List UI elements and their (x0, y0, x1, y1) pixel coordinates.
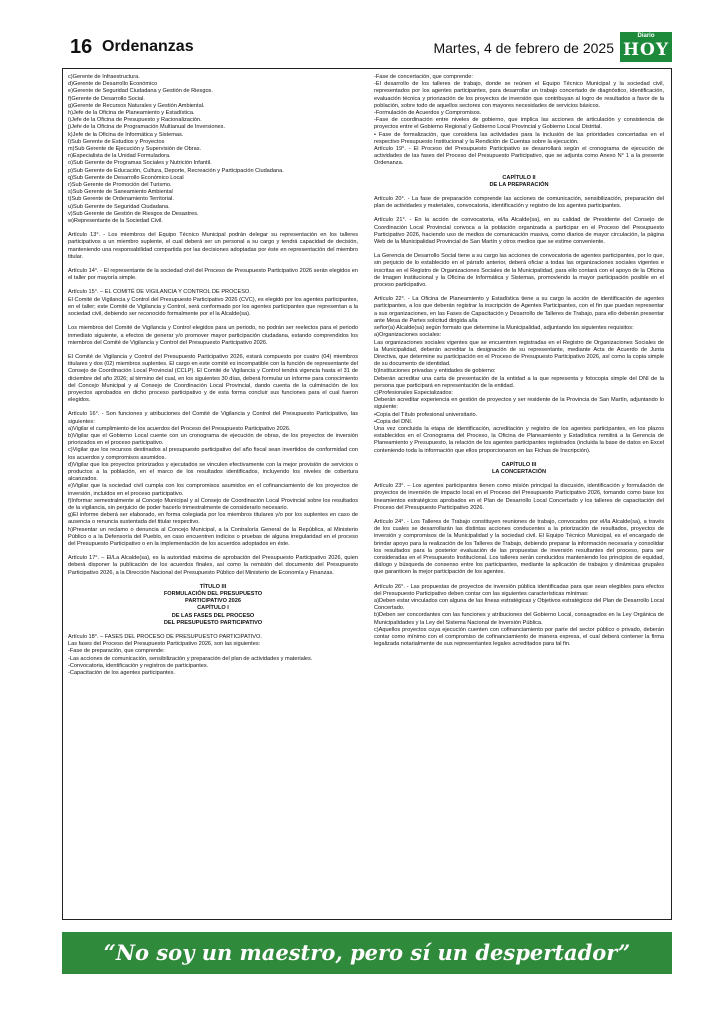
text-paragraph: k)Jefe de la Oficina de Informática y Sistemas. (68, 131, 184, 138)
text-paragraph: •Copia del DNI. (374, 418, 413, 425)
text-paragraph: m)Sub Gerente de Ejecución y Supervisión de Obras. (68, 146, 202, 153)
page-header (62, 33, 672, 60)
text-paragraph: Las organizaciones sociales vigentes que se encuentren registradas en el Registro de Organizaciones Sociales de la Municipalidad, deberán acreditar la designación de su representante, mediante Acta de Acuerdo de Junta Directiva, que determine su participación en el Proceso de Presupuesto Participativo 2026, así como la copia simple de su documento de identidad. (374, 339, 664, 368)
text-paragraph: Artículo 26°. - Las propuestas de proyectos de inversión pública identificadas para que sean elegibles para efectos del Presupuesto Participativo deben contar con las siguientes características mínimas: (374, 583, 664, 597)
text-paragraph: q)Sub Gerente de Desarrollo Económico Local (68, 174, 184, 181)
left-column (68, 74, 358, 677)
text-paragraph: r)Sub Gerente de Promoción del Turismo. (68, 182, 172, 189)
text-paragraph: -Capacitación de los agentes participantes. (68, 670, 175, 677)
text-paragraph: -Fase de preparación, que comprende: (68, 648, 165, 655)
text-paragraph: Artículo 18°. – FASES DEL PROCESO DE PRESUPUESTO PARTICIPATIVO. (68, 634, 262, 641)
text-paragraph: Los miembros del Comité de Vigilancia y Control elegidos para un periodo, no podrán ser reelectos para el periodo inmediato siguiente, a efectos de generar y/o promover mayor participación ciudadana, estando comprendidos los miembros del Comité de Vigilancia y Control del Presupuesto Participativo 2026. (68, 325, 358, 346)
text-paragraph: Artículo 23°. – Los agentes participantes tienen como misión principal la discusión, identificación y formulación de proyectos de inversión de impacto local en el Proceso del Presupuesto Participativo 2026, tomando como base los lineamientos estratégicos aprobados en el Plan de Desarrollo Local Concertado y los talleres de capacitación del Proceso del Presupuesto Participativo 2026. (374, 483, 664, 511)
text-paragraph: g)El informe deberá ser elaborado, en forma colegiada por los miembros titulares y/o por los suplentes en caso de ausencia o renuncia sustentada del titular respectivo. (68, 512, 358, 526)
text-paragraph: v)Sub Gerente de Gestión de Riesgos de Desastres. (68, 210, 199, 217)
text-paragraph: p)Sub Gerente de Educación, Cultura, Deporte, Recreación y Participación Ciudadana. (68, 167, 284, 174)
text-paragraph: Artículo 14°. - El representante de la sociedad civil del Proceso de Presupuesto Participativo 2026 serán elegidos en el taller por mayoría simple. (68, 268, 358, 282)
text-paragraph: Artículo 20°. - La fase de preparación comprende las acciones de comunicación, sensibilización, preparación del plan de actividades y materiales, convocatoria, identificación y registro de los agentes participantes. (374, 196, 664, 210)
quote-banner (62, 932, 672, 974)
text-paragraph: Artículo 19°. - El Proceso del Presupuesto Participativo se desarrollará según el cronograma de ejecución de actividades de las fases del Proceso del Presupuesto Participativo, que se adjunta como Anexo N° 1 a la presente Ordenanza. (374, 146, 664, 167)
text-paragraph: Las fases del Proceso del Presupuesto Participativo 2026, son las siguientes: (68, 641, 261, 648)
text-paragraph: h)Presentar un reclamo o denuncia al Concejo Municipal, a la Contraloría General de la República, al Ministerio Público o a la Defensoría del Pueblo, en caso encuentren indicios o pruebas de alguna irregularidad en el proceso del Presupuesto Participativo o en la implementación de los acuerdos adoptados en éste. (68, 526, 358, 547)
text-paragraph: El Comité de Vigilancia y Control del Presupuesto Participativo 2026, estará compuesto por cuatro (04) miembros titulares y dos (02) miembros suplentes. El cargo en este comité es incompatible con la función de representante del Consejo de Coordinación Local Provincial (CCLP). El Comité de Vigilancia y Control tendrá vigencia hasta el 31 de diciembre del año 2026; al término del cual, en los siguientes 30 días, deberá formular un informe para conocimiento del Concejo Municipal y al Consejo de Coordinación Local Provincial, dando cuenta de la culminación de los proyectos aprobados en dicho proceso participativo y de esta forma concluir sus funciones para el cual fueron elegidos. (68, 353, 358, 404)
newspaper-logo (620, 32, 672, 62)
right-column (374, 74, 664, 648)
section-title: Ordenanzas (102, 38, 194, 55)
logo-top-text: Diario (637, 33, 655, 39)
text-paragraph: a)Vigilar el cumplimiento de los acuerdos del Proceso del Presupuesto Participativo 2026. (68, 425, 291, 432)
text-paragraph: a)Organizaciones sociales: (374, 332, 442, 339)
text-paragraph: -Fase de concertación, que comprende: (374, 74, 473, 80)
text-paragraph: señor(a) Alcalde(sa) según formato que determine la Municipalidad, adjuntando los siguientes requisitos: (374, 325, 634, 332)
text-paragraph: u)Sub Gerente de Seguridad Ciudadana. (68, 203, 170, 210)
text-paragraph: Deberán acreditar experiencia en gestión de proyectos y ser residente de la Provincia de San Martín, adjuntando lo siguiente: (374, 397, 664, 411)
text-paragraph: d)Gerente de Desarrollo Económico (68, 81, 158, 88)
text-paragraph: TÍTULO III (199, 583, 227, 590)
text-paragraph: DE LA PREPARACIÓN (489, 181, 549, 188)
text-paragraph: •Copia del Título profesional universitario. (374, 411, 478, 418)
text-paragraph: d)Vigilar que los proyectos priorizados y ejecutados se vinculen efectivamente con la mejor provisión de servicios o productos a la población, en el marco de los resultados identificados, incluyendo los niveles de cobertura alcanzados. (68, 461, 358, 483)
text-paragraph: a)Deben estar vinculados con alguna de las líneas estratégicas y Objetivos estratégicos del Plan de Desarrollo Local Concertado. (374, 598, 664, 612)
text-paragraph: El Comité de Vigilancia y Control del Presupuesto Participativo 2026 (CVC), es elegido por los agentes participantes, en el taller; este Comité de Vigilancia y Control, será conformado por los agentes participantes que representan a la sociedad civil, debiendo ser reconocido formalmente por el la Alcalde(sa). (68, 296, 358, 318)
text-paragraph: e)Gerente de Seguridad Ciudadana y Gestión de Riesgos. (68, 88, 213, 95)
text-paragraph: DEL PRESUPUESTO PARTICIPATIVO (163, 619, 263, 626)
text-paragraph: o)Sub Gerente de Programas Sociales y Nutrición Infantil. (68, 160, 212, 167)
text-paragraph: e)Vigilar que la sociedad civil cumpla con los compromisos asumidos en el cofinanciamiento de los proyectos de inversión, incluidos en el proceso participativo. (68, 483, 358, 497)
text-paragraph: b)Vigilar que el Gobierno Local cuente con un cronograma de ejecución de obras, de los proyectos de inversión priorizados en el proceso participativo. (68, 432, 358, 447)
text-paragraph: g)Gerente de Recursos Naturales y Gestión Ambiental. (68, 102, 205, 109)
text-paragraph: -Formulación de Acuerdos y Compromisos. (374, 110, 482, 117)
text-paragraph: Artículo 24°. - Los Talleres de Trabajo constituyen reuniones de trabajo, convocados por el/la Alcalde(sa), a través de los cuales se desarrollarán las distintas acciones conducentes a la priorización de resultados, proyectos de inversión y compromisos de la Municipalidad y la sociedad civil. El Equipo Técnico Municipal, es el encargado de brindar apoyo para la realización de los Talleres de Trabajo, debiendo preparar la información necesaria y consolidar los resultados para la posterior evaluación de las propuestas de inversión resultantes del proceso, para ser consideradas en el Presupuesto Institucional. Los talleres serán conducidos manteniendo los principios de equidad, diálogo y búsqueda de consenso entre los participantes, mediante la aplicación de trabajos y dinámicas grupales que garanticen la mejor participación de los agentes. (374, 518, 664, 576)
banner-quote: “No soy un maestro, pero sí un despertador” (103, 940, 631, 965)
text-paragraph: s)Sub Gerente de Saneamiento Ambiental (68, 189, 173, 196)
text-paragraph: Artículo 13°. - Los miembros del Equipo Técnico Municipal podrán delegar su representación en los talleres participativos a un miembro suplente, el cual deberá ser un personal a su cargo y tendrá capacidad de decisión, manteniendo una responsabilidad compartida por las decisiones adoptadas por éste en representación del miembro titular. (68, 232, 358, 260)
text-paragraph: b)Instituciones privadas y entidades de gobierno: (374, 368, 496, 375)
text-paragraph: CAPÍTULO II (502, 174, 536, 181)
text-paragraph: j)Jefe de la Oficina de Programación Multianual de Inversiones. (68, 124, 226, 131)
text-paragraph: w)Representante de la Sociedad Civil. (68, 218, 163, 225)
text-paragraph: t)Sub Gerente de Ordenamiento Territorial. (68, 196, 174, 203)
text-paragraph: LA CONCERTACIÓN (491, 468, 547, 475)
text-paragraph: CAPÍTULO I (197, 605, 229, 612)
text-paragraph: i)Jefe de la Oficina de Presupuesto y Racionalización. (68, 117, 202, 124)
text-paragraph: l)Sub Gerente de Estudios y Proyectos (68, 138, 165, 145)
logo-main-text: HOY (622, 40, 669, 60)
text-paragraph: La Gerencia de Desarrollo Social tiene a su cargo las acciones de convocatoria de agentes participantes, por lo que, sin perjuicio de lo establecido en el párrafo anterior, deberá oficiar a todas las organizaciones sociales vigentes e inscritas en el Registro de Organizaciones Sociales de la Municipalidad, para ello contará con el apoyo de la Oficina de Imagen Institucional y la Oficina de Informática y Sistemas, promoviendo la mayor participación posible en el proceso participativo. (374, 253, 664, 289)
text-paragraph: Una vez concluida la etapa de identificación, acreditación y registro de los agentes participantes, en los plazos establecidos en el Cronograma del Proceso, la Oficina de Planeamiento y Estadística remitirá a la Gerencia de Planeamiento y Presupuesto, la relación de los agentes participantes registrados (incluida la base de datos en Excel conteniendo toda la información que ellos proporcionaron en las Fichas de Inscripción). (374, 425, 664, 454)
text-paragraph: Artículo 15°. – EL COMITÉ DE VIGILANCIA Y CONTROL DE PROCESO. (68, 289, 251, 296)
text-paragraph: Artículo 22°. - La Oficina de Planeamiento y Estadística tiene a su cargo la acción de identificación de agentes participantes, a los que deberán registrar la inscripción de Agentes Participantes, con el fin que puedan representar a sus organizaciones, en las Fases de Capacitación y Desarrollo de Talleres de Trabajo, para ello deberán presentar ante Mesa de Partes solicitud dirigida a/la (374, 296, 664, 324)
issue-date: Martes, 4 de febrero de 2025 (433, 40, 614, 56)
text-paragraph: Artículo 17°. – El/La Alcalde(sa), es la autoridad máxima de aprobación del Presupuesto Participativo 2026, quien deberá disponer la publicación de los acuerdos finales, así como la remisión del documento del Presupuesto Participativo 2026, a la Dirección Nacional del Presupuesto Público del Ministerio de Economía y Finanzas. (68, 555, 358, 576)
text-paragraph: b)Deben ser concordantes con las funciones y atribuciones del Gobierno Local, consagrados en la Ley Orgánica de Municipalidades y la Ley del Sistema Nacional de Inversión Pública. (374, 612, 664, 626)
text-paragraph: PARTICIPATIVO 2026 (185, 598, 241, 605)
text-paragraph: f)Gerente de Desarrollo Social. (68, 95, 145, 102)
text-paragraph: h)Jefe de la Oficina de Planeamiento y Estadística. (68, 110, 195, 117)
text-paragraph: DE LAS FASES DEL PROCESO (171, 612, 255, 619)
text-paragraph: Artículo 21°. - En la acción de convocatoria, el/la Alcalde(sa), en su calidad de Presidente del Consejo de Coordinación Local Provincial convoca a la población organizada a participar en el Proceso del Presupuesto Participativo 2026, haciendo uso de medios de comunicación masiva, como diarios de mayor circulación, la página Web de la Municipalidad Provincial de San Martín y otros medios que se estime conveniente. (374, 217, 664, 246)
text-paragraph: -Fase de coordinación entre niveles de gobierno, que implica las acciones de articulación y consistencia de proyectos entre el Gobierno Regional y Gobierno Local Provincial y Gobierno Local Distrital. (374, 117, 664, 131)
text-paragraph: n)Especialista de la Unidad Formuladora. (68, 153, 171, 160)
text-paragraph: • Fase de formalización, que considera las actividades para la inclusión de las prioridades concertadas en el respectivo Presupuesto Institucional y la Rendición de Cuentas sobre la ejecución. (374, 131, 664, 145)
text-paragraph: Artículo 16°. - Son funciones y atribuciones del Comité de Vigilancia y Control del Presupuesto Participativo, las siguientes: (68, 411, 358, 425)
page-number: 16 (70, 36, 93, 58)
text-paragraph: f)Informar semestralmente al Concejo Municipal y al Consejo de Coordinación Local Provincial sobre los resultados de la vigilancia, sin perjuicio de poder hacerlo trimestralmente de considerarlo necesario. (68, 497, 358, 511)
text-paragraph: Deberán acreditar una carta de presentación de la entidad a la que representa y fotocopia simple del DNI de la persona que participará en representación de la entidad. (374, 375, 664, 389)
text-paragraph: CAPÍTULO III (501, 461, 537, 468)
text-paragraph: c)Vigilar que los recursos destinados al presupuesto participativo del año fiscal sean invertidos de conformidad con los acuerdos y compromisos asumidos. (68, 447, 358, 461)
text-paragraph: -El desarrollo de los talleres de trabajo, donde se reúnen el Equipo Técnico Municipal y la sociedad civil, representados por los agentes participantes, para desarrollar un trabajo concertado de diagnóstico, identificación, evaluación técnica y priorización de los proyectos de inversión que contribuyan al logro de resultados a favor de la población, sobre todo de aquellos sectores con mayores necesidades de servicios básicos. (374, 81, 664, 109)
text-paragraph: FORMULACIÓN DEL PRESUPUESTO (163, 591, 263, 597)
text-paragraph: c)Profesionales Especializados: (374, 389, 453, 396)
text-paragraph: -Convocatoria, identificación y registros de participantes. (68, 662, 209, 669)
text-paragraph: -Las acciones de comunicación, sensibilización y preparación del plan de actividades y materiales. (68, 655, 313, 662)
text-paragraph: c)Gerente de Infraestructura. (68, 74, 140, 80)
text-paragraph: c)Aquellos proyectos cuya ejecución cuenten con cofinanciamiento por parte del sector público o privado, deberán contar como mínimo con el compromiso de cofinanciamiento de manera expresa, el cual deberá contener la firma legalizada notarialmente de sus representantes legales acreditados para tal fin. (374, 626, 664, 648)
